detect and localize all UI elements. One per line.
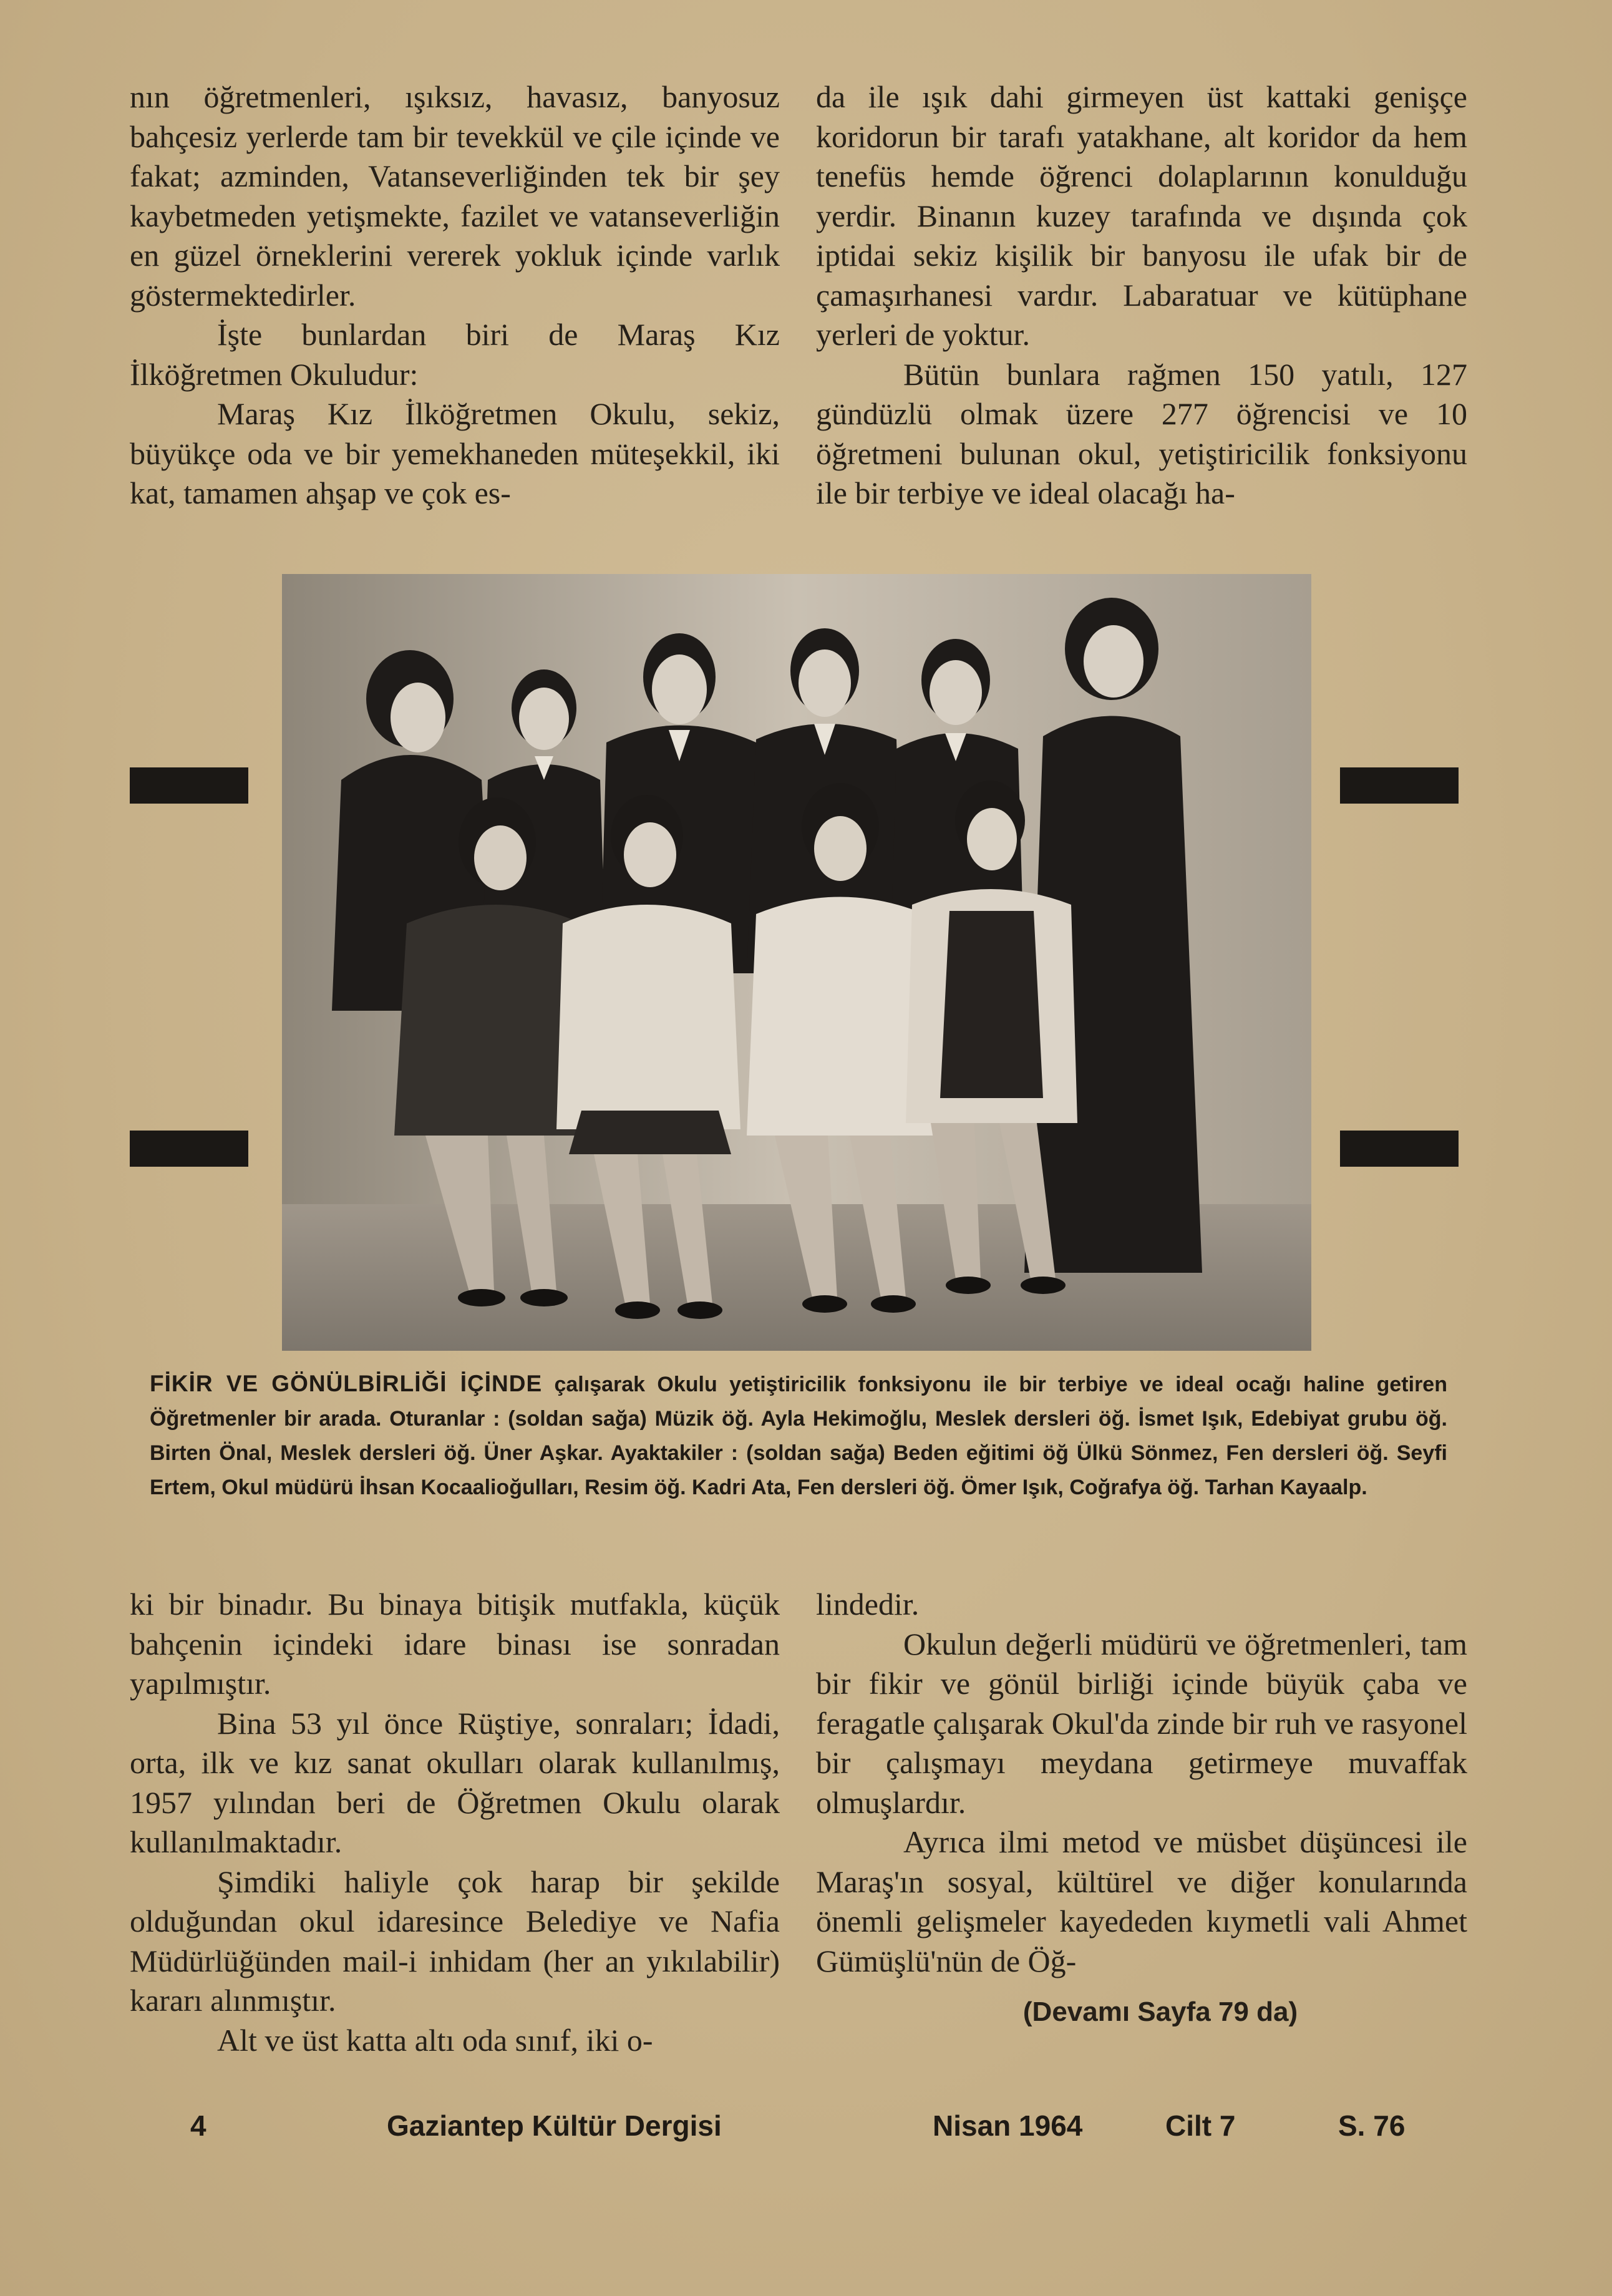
caption-text: çalışarak Okulu yetiştiricilik fonksiyonu ile bir terbiye ve ideal ocağı haline getiren Öğretmenler bir arada. Oturanlar : (soldan sağa) Müzik öğ. Ayla Hekimoğlu, Meslek dersleri öğ. İsmet Işık, Edebiyat grubu öğ. Birten Önal, Meslek dersleri öğ. Üner Aşkar. Ayaktakiler : (soldan sağa) Beden eğitimi öğ Ülkü Sönmez, Fen dersleri öğ. Seyfi Ertem, Okul müdürü İhsan Kocaalioğulları, Resim öğ. Kadri Ata, Fen dersleri öğ. Ömer Işık, Coğrafya öğ. Tarhan Kayaalp. [150,1373,1447,1499]
group-photo-illustration [282,574,1311,1351]
photo-caption [150,1366,1447,1505]
magazine-name: Gaziantep Kültür Dergisi [387,2109,722,2142]
caption-lead: FİKİR VE GÖNÜLBİRLİĞİ İÇİNDE [150,1371,543,1396]
paragraph: da ile ışık dahi girmeyen üst kattaki genişçe koridorun bir tarafı yatakhane, alt koridor da hem tenefüs hemde öğrenci dolaplarının konulduğu yerdir. Binanın kuzey tarafında ve dışında çok iptidai sekiz kişilik bir banyosu ile ufak bir de çamaşırhanesi vardır. Labaratuar ve kütüphane yerleri de yoktur. [816,79,1467,352]
decorative-bar [1340,767,1459,804]
article-column-bottom-right [816,1585,1467,2032]
article-column-bottom-left [130,1585,780,2060]
decorative-bar [130,1131,248,1167]
paragraph: Bina 53 yıl önce Rüştiye, sonraları; İdadi, orta, ilk ve kız sanat okulları olarak kullanılmış, 1957 yılından beri de Öğretmen Okulu olarak kullanılmaktadır. [130,1705,780,1859]
paragraph: Alt ve üst katta altı oda sınıf, iki o- [217,2022,653,2058]
issue-date: Nisan 1964 [933,2109,1083,2142]
issue-number: S. 76 [1338,2109,1406,2142]
paragraph: lindedir. [816,1587,920,1622]
decorative-bar [1340,1131,1459,1167]
paragraph: Maraş Kız İlköğretmen Okulu, sekiz, büyükçe oda ve bir yemekhaneden müteşekkil, iki kat, tamamen ahşap ve çok es- [130,396,780,510]
paragraph: İşte bunlardan biri de Maraş Kız İlköğretmen Okuludur: [130,317,780,392]
paragraph: Bütün bunlara rağmen 150 yatılı, 127 gündüzlü olmak üzere 277 öğrencisi ve 10 öğretmeni bulunan okul, yetiştiricilik fonksiyonu ile bir terbiye ve ideal olacağı ha- [816,356,1467,510]
continued-note: (Devamı Sayfa 79 da) [1022,1997,1298,2027]
volume: Cilt 7 [1165,2109,1236,2142]
group-photo-teachers [282,574,1311,1351]
decorative-bar [130,767,248,804]
paragraph: Okulun değerli müdürü ve öğretmenleri, tam bir fikir ve gönül birliği içinde büyük çaba ve feragatle çalışarak Okul'da zinde bir ruh ve rasyonel bir çalışmayı meydana getirmeye muvaffak olmuşlardır. [816,1626,1467,1820]
paragraph: ki bir binadır. Bu binaya bitişik mutfakla, küçük bahçenin içindeki idare binası ise sonradan yapılmıştır. [130,1587,780,1701]
paragraph: Ayrıca ilmi metod ve müsbet düşüncesi ile Maraş'ın sosyal, kültürel ve diğer konularında önemli gelişmeler kayededen kıymetli vali Ahmet Gümüşlü'nün de Öğ- [816,1824,1467,1978]
article-column-top-left [130,77,780,513]
article-column-top-right [816,77,1467,513]
page-number: 4 [190,2109,206,2142]
paragraph: Şimdiki haliyle çok harap bir şekilde olduğundan okul idaresince Belediye ve Nafia Müdürlüğünden mail-i inhidam (her an yıkılabilir) kararı alınmıştır. [130,1864,780,2018]
paragraph: nın öğretmenleri, ışıksız, havasız, banyosuz bahçesiz yerlerde tam bir tevekkül ve çile içinde ve fakat; azminden, Vatanseverliğinden tek bir şey kaybetmeden yetişmekte, fazilet ve vatanseverliğin en güzel örneklerini vererek yokluk içinde varlık göstermektedirler. [130,79,780,313]
